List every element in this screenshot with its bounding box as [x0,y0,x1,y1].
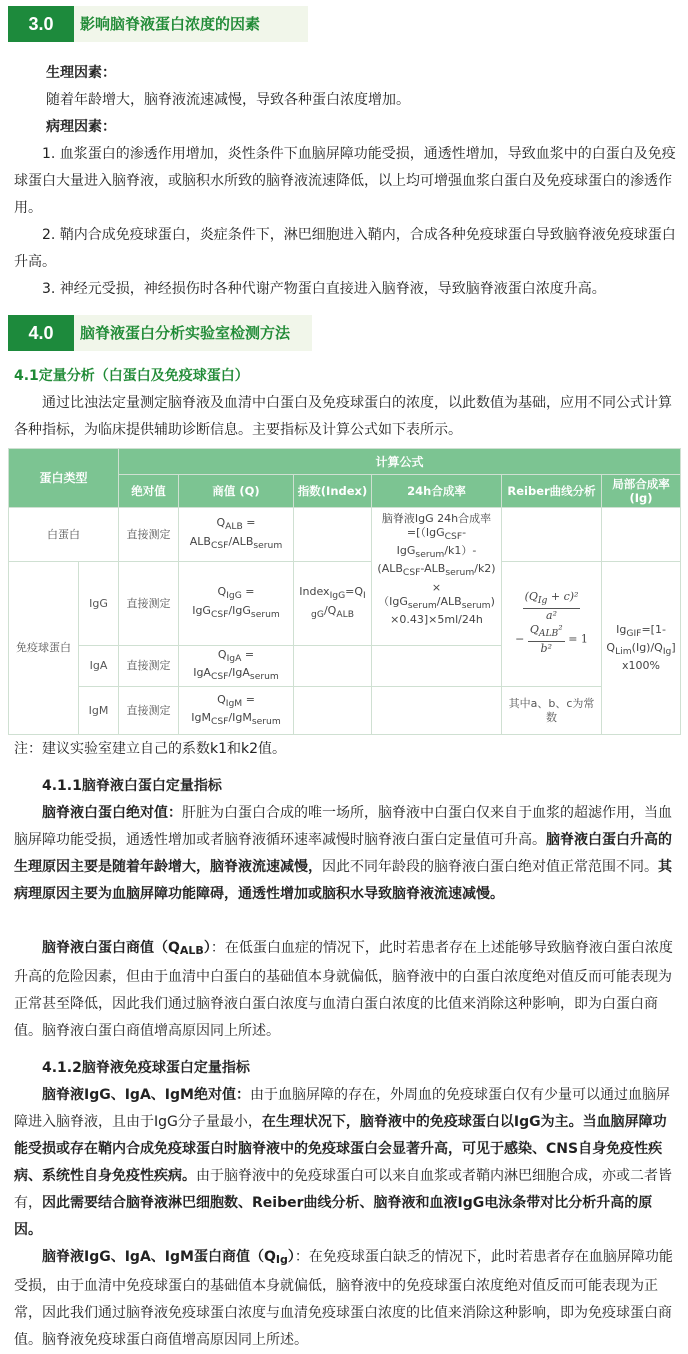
row-immunoglobulin-label: 免疫球蛋白 [9,562,79,735]
row-albumin-label: 白蛋白 [9,508,119,562]
formula-local-synthesis: $Ig_{GIF}=[1-$ $Q_{Lim}(Ig)/Q_{Ig}$] x100% [602,562,681,735]
table-row [9,562,681,646]
section-title: 脑脊液蛋白分析实验室检测方法 [80,324,291,342]
header-formula: 计算公式 [119,449,681,475]
reiber-note: 其中a、b、c为常数 [502,687,602,735]
formula-reiber: $\frac{(Q_{Ig} + c)^2}{\text{a²}}$ − $\frac{Q_{ALB}^2}{\text{b²}}$ = 1 [502,562,602,687]
formula-q-alb: $Q_{ALB}$ = $ALB_{CSF}/ALB_{serum}$ [179,508,294,562]
empty-cell [294,508,372,562]
subsection-4-1-title: 4.1定量分析（白蛋白及免疫球蛋白） [14,368,249,384]
empty-cell [502,508,602,562]
formula-index: $Index_{IgG}=Q_I$ $_{gG}/Q_{ALB}$ [294,562,372,646]
phys-label: 生理因素： [46,65,116,81]
empty-cell [602,508,681,562]
subsection-4-1-2-title: 4.1.2脑脊液免疫球蛋白定量指标 [42,1060,250,1076]
path-item-2: 2. 鞘内合成免疫球蛋白，炎症条件下，淋巴细胞进入鞘内，合成各种免疫球蛋白导致脑脊液免疫球蛋白升高。 [14,227,676,270]
header-reiber: Reiber曲线分析 [502,475,602,508]
header-local-synthesis: 局部合成率 (Ig) [602,475,681,508]
direct-measure: 直接测定 [119,508,179,562]
path-item-3: 3. 神经元受损，神经损伤时各种代谢产物蛋白直接进入脑脊液，导致脑脊液蛋白浓度升高。 [42,281,606,297]
phys-text: 随着年龄增大，脑脊液流速减慢，导致各种蛋白浓度增加。 [46,92,410,108]
table-note: 注：建议实验室建立自己的系数k1和k2值。 [14,741,287,757]
header-protein-type: 蛋白类型 [9,449,119,508]
subsection-4-1-1-title: 4.1.1脑脊液白蛋白定量指标 [42,778,222,794]
empty-cell [372,687,502,735]
header-index: 指数(Index) [294,475,372,508]
header-quotient: 商值 (Q) [179,475,294,508]
immunoglobulin-absolute-paragraph: 脑脊液IgG、IgA、IgM绝对值：由于血脑屏障的存在，外周血的免疫球蛋白仅有少量可以通过血脑屏障进入脑脊液，且由于IgG分子量最小，在生理状况下，脑脊液中的免疫球蛋白以IgG为主。当血脑屏障功能受损或存在鞘内合成免疫球蛋白时脑脊液中的免疫球蛋白会显著升高，可见于感染、CNS自身免疫性疾病、系统性自身免疫性疾病。由于脑脊液中的免疫球蛋白可以来自血浆或者鞘内淋巴细胞合成，亦或二者皆有，因此需要结合脑脊液淋巴细胞数、Reiber曲线分析、脑脊液和血液IgG电泳条带对比分析升高的原因。 [14,1087,672,1238]
row-iga-label: IgA [79,646,119,687]
albumin-quotient-paragraph: 脑脊液白蛋白商值（QALB）：在低蛋白血症的情况下，此时若患者存在上述能够导致脑脊液白蛋白浓度升高的危险因素，但由于血清中白蛋白的基础值本身就偏低，脑脊液中的白蛋白浓度绝对值反而可能表现为正常甚至降低，因此我们通过脑脊液白蛋白浓度与血清白蛋白浓度的比值来消除这种影响，即为白蛋白商值。脑脊液白蛋白商值增高原因同上所述。 [14,940,673,1039]
formula-q-igm: $Q_{IgM}$ = IgM$_{CSF}$/IgM$_{serum}$ [179,687,294,735]
section-number: 4.0 [8,315,74,351]
header-absolute: 绝对值 [119,475,179,508]
subsection-4-1-intro: 通过比浊法定量测定脑脊液及血清中白蛋白及免疫球蛋白的浓度，以此数值为基础，应用不同公式计算各种指标，为临床提供辅助诊断信息。主要指标及计算公式如下表所示。 [14,395,672,438]
section-3-header [8,6,308,42]
section-number: 3.0 [8,6,74,42]
header-24h-rate: 24h合成率 [372,475,502,508]
albumin-absolute-paragraph: 脑脊液白蛋白绝对值：肝脏为白蛋白合成的唯一场所，脑脊液中白蛋白仅来自于血浆的超滤作用，当血脑屏障功能受损，通透性增加或者脑脊液循环速率减慢时脑脊液白蛋白定量值可升高。脑脊液白蛋白升高的生理原因主要是随着年龄增大，脑脊液流速减慢，因此不同年龄段的脑脊液白蛋白绝对值正常范围不同。其病理原因主要为血脑屏障功能障碍，通透性增加或脑积水导致脑脊液流速减慢。 [14,805,672,902]
empty-cell [372,646,502,687]
direct-measure: 直接测定 [119,687,179,735]
formula-q-igg: $Q_{IgG}$ = IgG$_{CSF}$/IgG$_{serum}$ [179,562,294,646]
empty-cell [294,646,372,687]
row-igm-label: IgM [79,687,119,735]
formula-q-iga: $Q_{IgA}$ = IgA$_{CSF}$/IgA$_{serum}$ [179,646,294,687]
table-row [9,687,681,735]
empty-cell [294,687,372,735]
path-item-1: 1. 血浆蛋白的渗透作用增加，炎性条件下血脑屏障功能受损，通透性增加，导致血浆中的白蛋白及免疫球蛋白大量进入脑脊液，或脑积水所致的脑脊液流速降低，以上均可增强血浆白蛋白及免疫球蛋白的渗透作用。 [14,146,676,216]
path-label: 病理因素： [46,119,116,135]
section-4-header [8,315,312,351]
direct-measure: 直接测定 [119,646,179,687]
direct-measure: 直接测定 [119,562,179,646]
row-igg-label: IgG [79,562,119,646]
immunoglobulin-quotient-paragraph: 脑脊液IgG、IgA、IgM蛋白商值（QIg）：在免疫球蛋白缺乏的情况下，此时若患者存在血脑屏障功能受损，由于血清中免疫球蛋白的基础值本身就偏低，脑脊液中的免疫球蛋白浓度绝对值反而可能表现为正常，因此我们通过脑脊液免疫球蛋白浓度与血清免疫球蛋白浓度的比值来消除这种影响，即为免疫球蛋白商值。脑脊液免疫球蛋白商值增高原因同上所述。 [14,1249,673,1348]
section-title: 影响脑脊液蛋白浓度的因素 [80,15,261,33]
table-row [9,508,681,562]
formula-24h-rate: 脑脊液IgG 24h合成率 =[（IgG$_{CSF}$- IgG$_{serum}$/k1）- $(ALB_{CSF}-ALB_{serum}/k2)$ $\times(IgG_{serum}/ALB_{serum})$ ×0.43]×5ml/24h [372,508,502,646]
formula-table [8,448,680,730]
